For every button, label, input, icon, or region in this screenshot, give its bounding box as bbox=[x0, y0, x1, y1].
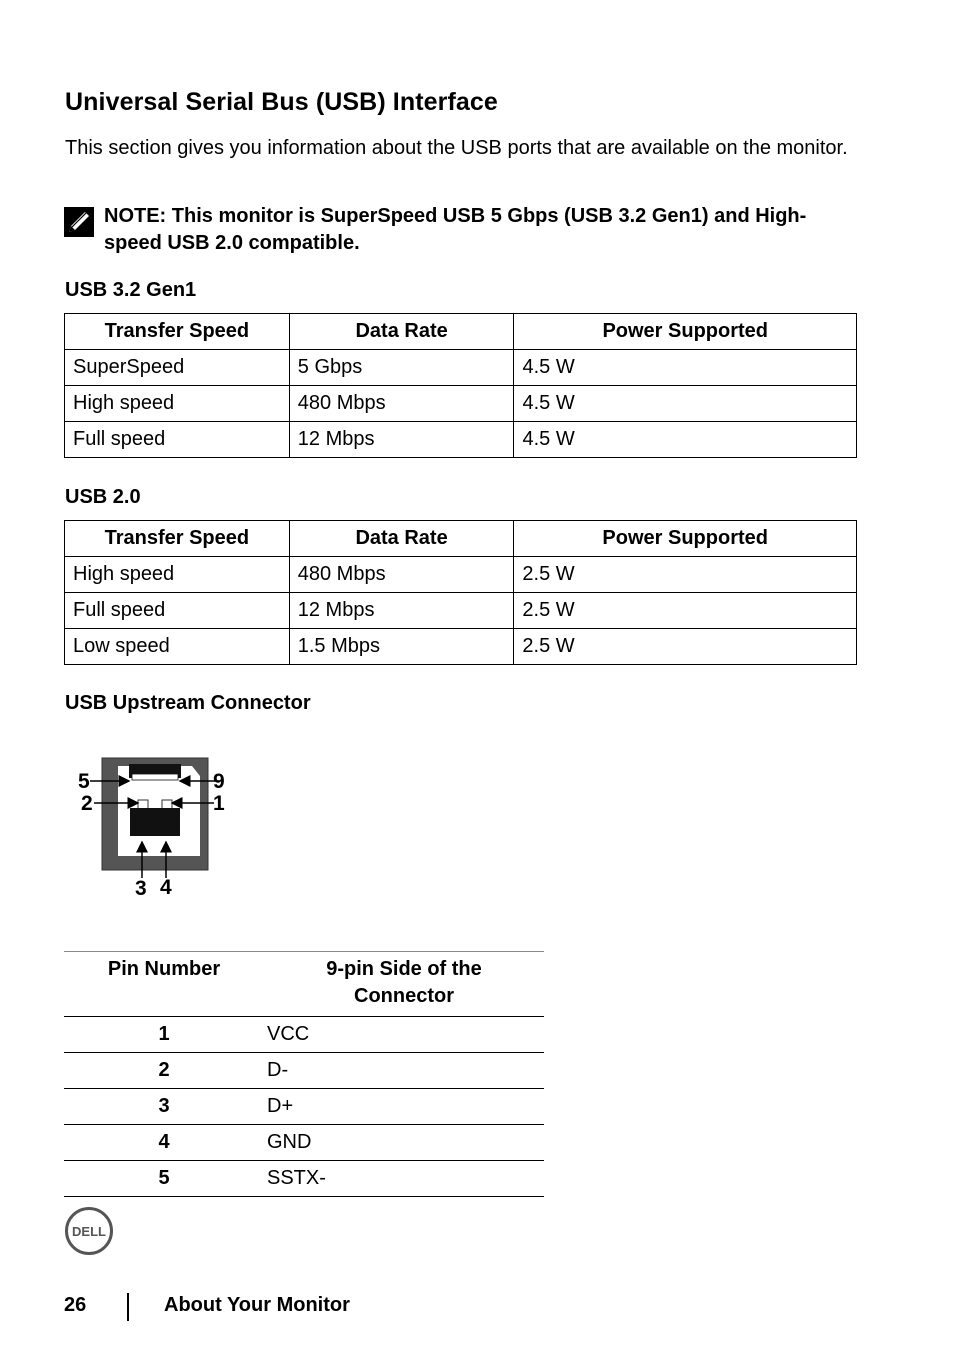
cell-transfer-speed: Full speed bbox=[65, 593, 290, 629]
pin-number: 5 bbox=[64, 1161, 264, 1197]
footer-divider bbox=[127, 1293, 129, 1321]
usb-upstream-connector-diagram bbox=[72, 750, 242, 900]
cell-power: 4.5 W bbox=[514, 350, 857, 386]
table-header-row bbox=[65, 521, 857, 557]
footer-section-title: About Your Monitor bbox=[164, 1294, 350, 1316]
cell-power: 2.5 W bbox=[514, 593, 857, 629]
cell-data-rate: 12 Mbps bbox=[289, 593, 514, 629]
pin-number: 3 bbox=[64, 1089, 264, 1125]
cell-transfer-speed: High speed bbox=[65, 386, 290, 422]
table-row bbox=[65, 386, 857, 422]
pin-number: 4 bbox=[64, 1125, 264, 1161]
dell-logo-icon bbox=[64, 1206, 114, 1256]
table-row bbox=[65, 557, 857, 593]
header-power-supported: Power Supported bbox=[514, 521, 857, 557]
pin-signal: GND bbox=[264, 1125, 544, 1161]
cell-power: 4.5 W bbox=[514, 386, 857, 422]
pin-signal: SSTX- bbox=[264, 1161, 544, 1197]
pin-signal: D- bbox=[264, 1053, 544, 1089]
cell-data-rate: 1.5 Mbps bbox=[289, 629, 514, 665]
cell-power: 2.5 W bbox=[514, 557, 857, 593]
note-text: NOTE: This monitor is SuperSpeed USB 5 Gbps (USB 3.2 Gen1) and High-speed USB 2.0 compatible. bbox=[104, 205, 807, 254]
pin-number: 1 bbox=[64, 1017, 264, 1053]
pencil-note-icon bbox=[64, 207, 94, 237]
usb20-table bbox=[64, 520, 857, 665]
usb20-title: USB 2.0 bbox=[65, 486, 141, 508]
pin-label-1: 1 bbox=[213, 792, 225, 815]
svg-text:DELL: DELL bbox=[72, 1224, 106, 1239]
pin-label-4: 4 bbox=[160, 876, 172, 899]
table-row bbox=[65, 629, 857, 665]
cell-data-rate: 480 Mbps bbox=[289, 386, 514, 422]
header-data-rate: Data Rate bbox=[289, 521, 514, 557]
page-title: Universal Serial Bus (USB) Interface bbox=[65, 88, 498, 116]
table-row bbox=[65, 422, 857, 458]
cell-transfer-speed: Full speed bbox=[65, 422, 290, 458]
table-row bbox=[64, 1161, 544, 1197]
cell-transfer-speed: Low speed bbox=[65, 629, 290, 665]
usb32-table bbox=[64, 313, 857, 458]
intro-paragraph: This section gives you information about the USB ports that are available on the monitor. bbox=[65, 137, 848, 159]
header-transfer-speed: Transfer Speed bbox=[65, 314, 290, 350]
table-row bbox=[64, 1053, 544, 1089]
pin-label-5: 5 bbox=[78, 770, 90, 793]
table-row bbox=[64, 1125, 544, 1161]
pin-label-9: 9 bbox=[213, 770, 225, 793]
pin-signal: D+ bbox=[264, 1089, 544, 1125]
cell-data-rate: 5 Gbps bbox=[289, 350, 514, 386]
pin-signal: VCC bbox=[264, 1017, 544, 1053]
table-row bbox=[65, 350, 857, 386]
cell-data-rate: 12 Mbps bbox=[289, 422, 514, 458]
cell-data-rate: 480 Mbps bbox=[289, 557, 514, 593]
header-transfer-speed: Transfer Speed bbox=[65, 521, 290, 557]
header-pin-side: 9-pin Side of the Connector bbox=[264, 952, 544, 1017]
pin-label-2: 2 bbox=[81, 792, 93, 815]
header-pin-number: Pin Number bbox=[64, 952, 264, 1017]
table-header-row bbox=[65, 314, 857, 350]
cell-power: 2.5 W bbox=[514, 629, 857, 665]
table-row bbox=[64, 1017, 544, 1053]
cell-transfer-speed: SuperSpeed bbox=[65, 350, 290, 386]
header-power-supported: Power Supported bbox=[514, 314, 857, 350]
table-header-row bbox=[64, 952, 544, 1017]
table-row bbox=[65, 593, 857, 629]
upstream-title: USB Upstream Connector bbox=[65, 692, 311, 714]
table-row bbox=[64, 1089, 544, 1125]
pin-assignment-table bbox=[64, 951, 544, 1197]
page-number: 26 bbox=[64, 1294, 87, 1316]
pin-number: 2 bbox=[64, 1053, 264, 1089]
cell-transfer-speed: High speed bbox=[65, 557, 290, 593]
header-data-rate: Data Rate bbox=[289, 314, 514, 350]
usb32-title: USB 3.2 Gen1 bbox=[65, 279, 197, 301]
pin-label-3: 3 bbox=[135, 877, 147, 900]
cell-power: 4.5 W bbox=[514, 422, 857, 458]
